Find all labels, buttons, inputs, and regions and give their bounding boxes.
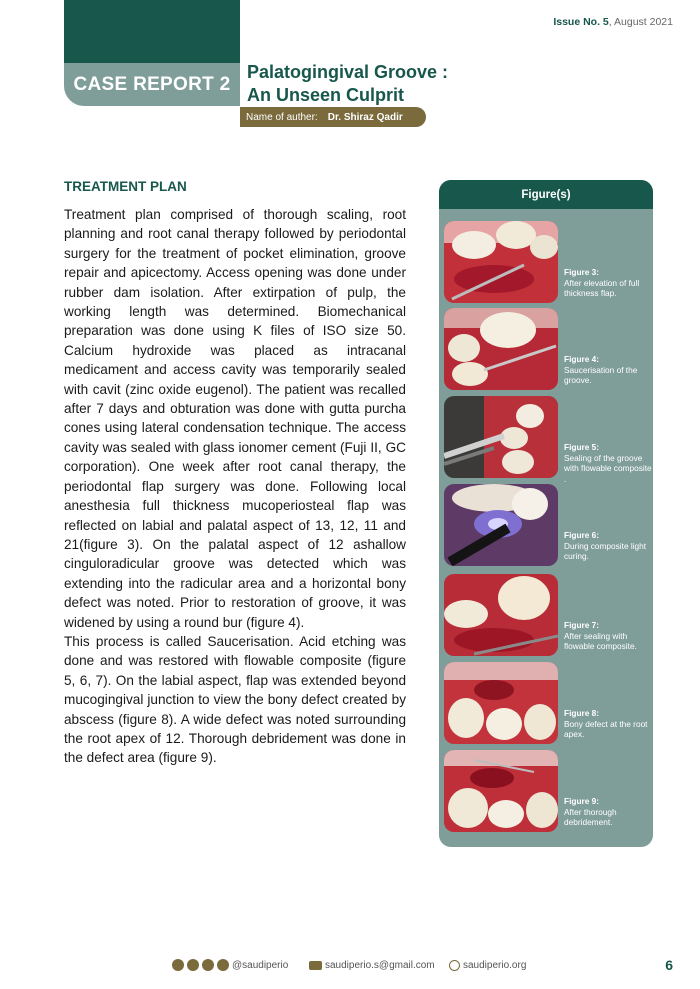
snapchat-icon[interactable]: [217, 959, 229, 971]
figure-8-text: Bony defect at the root apex.: [564, 718, 648, 739]
figure-9-text: After thorough debridement.: [564, 806, 617, 827]
figure-7-label: Figure 7:: [564, 620, 600, 630]
figure-8-photo: [444, 662, 558, 744]
figure-3: [444, 221, 648, 303]
figure-9-label: Figure 9:: [564, 796, 600, 806]
figure-4-text: Saucerisation of the groove.: [564, 364, 638, 385]
case-report-tab: [64, 63, 240, 106]
page-number: 6: [665, 957, 673, 973]
figure-5-text: Sealing of the groove with flowable composite .: [564, 452, 652, 484]
mail-icon: [309, 961, 322, 970]
email-contact: [309, 955, 435, 975]
figure-9: [444, 750, 648, 832]
figure-6-label: Figure 6:: [564, 530, 600, 540]
social-handle[interactable]: @saudiperio: [232, 959, 289, 971]
figure-5-label: Figure 5:: [564, 442, 600, 452]
header-top-bar: [64, 0, 240, 63]
figure-4: [444, 308, 648, 390]
issue-date: , August 2021: [608, 16, 673, 28]
figure-6-caption: [564, 530, 652, 562]
figure-7: [444, 574, 648, 656]
paragraph-1: Treatment plan comprised of thorough scaling, root planning and root canal therapy followed by periodontal surgery for the treatment of pocket elimination, groove repair and apicectomy. Access opening was done under rubber dam isolation. After extirpation of pulp, the working length was determined. Biomechanical preparation was done using K files of ISO size 50. Calcium hydroxide was placed as intracanal medicament and access cavity was temporarily sealed with cavit (zinc oxide eugenol). The patient was recalled after 7 days and obturation was done with gutta purcha cones using lateral condensation technique. The access cavity was sealed with glass ionomer cement (Fuji II, GC corporation). One week after root canal therapy, the periodontal flap surgery was done. Following local anesthesia full thickness mucoperiosteal flap was reflected on labial and palatal aspect of 13, 12, 11 and 21(figure 3). On the palatal aspect of 12 ashallow cinguloradicular groove was detected which was extending into the radicular area and a horizontal bony defect was noted. Prior to restoration of groove, it was widened by using a round bur (figure 4).: [64, 207, 406, 630]
article-title: [247, 61, 448, 107]
website-link[interactable]: saudiperio.org: [463, 959, 527, 971]
instagram-icon[interactable]: [202, 959, 214, 971]
figure-3-text: After elevation of full thickness flap.: [564, 277, 640, 298]
figure-6-photo: [444, 484, 558, 566]
figure-3-label: Figure 3:: [564, 267, 600, 277]
body-text: [64, 205, 406, 768]
figure-9-photo: [444, 750, 558, 832]
author-label: Name of auther:: [246, 111, 318, 123]
website-contact: [449, 955, 526, 975]
title-line-2: An Unseen Culprit: [247, 85, 405, 105]
title-line-1: Palatogingival Groove :: [247, 62, 449, 82]
author-bar: [240, 107, 426, 127]
figure-5: [444, 396, 652, 484]
social-handles: [172, 955, 288, 975]
figure-8-label: Figure 8:: [564, 708, 600, 718]
figure-8: [444, 662, 648, 744]
figure-3-caption: [564, 267, 652, 299]
figures-header: Figure(s): [439, 180, 653, 209]
figure-8-caption: [564, 708, 652, 740]
figure-7-photo: [444, 574, 558, 656]
figure-7-text: After sealing with flowable composite.: [564, 630, 637, 651]
author-name: Dr. Shiraz Qadir: [327, 111, 403, 123]
paragraph-2: This process is called Saucerisation. Acid etching was done and was restored with flowable composite (figure 5, 6, 7). On the labial aspect, flap was extended beyond mucogingival junction to view the bony defect created by abscess (figure 8). A wide defect was noted surrounding the root apex of 12. Thorough debridement was done in the defect area (figure 9).: [64, 633, 406, 766]
figure-7-caption: [564, 620, 652, 652]
facebook-icon[interactable]: [187, 959, 199, 971]
issue-number: Issue No. 5: [553, 16, 609, 28]
figure-5-caption: [564, 442, 652, 484]
section-heading: TREATMENT PLAN: [64, 179, 187, 194]
figures-panel: [439, 180, 653, 847]
figure-4-label: Figure 4:: [564, 354, 600, 364]
figure-4-caption: [564, 354, 652, 386]
issue-info: [553, 16, 673, 28]
figure-5-photo: [444, 396, 558, 478]
figure-4-photo: [444, 308, 558, 390]
case-report-label: CASE REPORT 2: [73, 73, 231, 95]
figure-9-caption: [564, 796, 652, 828]
figure-6-text: During composite light curing.: [564, 540, 647, 561]
email-link[interactable]: saudiperio.s@gmail.com: [325, 959, 435, 971]
footer: [0, 955, 700, 977]
figure-6: [444, 484, 648, 566]
globe-icon: [449, 960, 460, 971]
figure-3-photo: [444, 221, 558, 303]
twitter-icon[interactable]: [172, 959, 184, 971]
